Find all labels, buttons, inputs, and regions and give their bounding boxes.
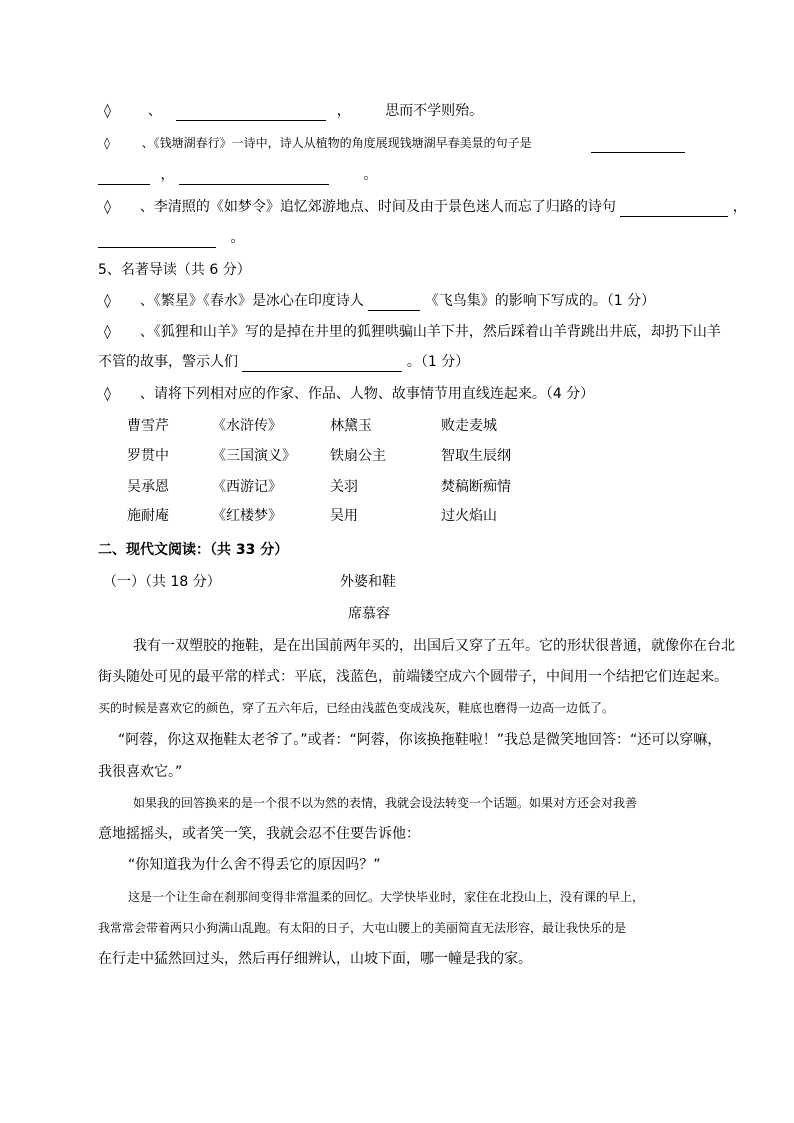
question-fox-line2: 不管的故事，警示人们 。（1 分） (98, 354, 470, 370)
work-cell[interactable]: 《西游记》 (212, 479, 282, 495)
answer-blank-6[interactable] (98, 232, 216, 248)
paragraph-line: “你知道我为什么舍不得丢它的原因吗？” (128, 857, 381, 873)
question-think (104, 101, 483, 121)
answer-blank-8[interactable] (242, 356, 402, 372)
answer-blank-2[interactable] (591, 137, 685, 153)
plot-cell[interactable]: 智取生辰纲 (441, 448, 511, 464)
bullet-icon: ◊ (104, 103, 111, 119)
character-cell[interactable]: 关羽 (330, 479, 358, 495)
section-5-heading: 5、名著导读（共 6 分） (98, 262, 251, 278)
paragraph-line: 在行走中猛然回过头，然后再仔细辨认，山坡下面，哪一幢是我的家。 (98, 951, 532, 967)
comma: ， (336, 103, 351, 119)
plot-cell[interactable]: 败走麦城 (441, 418, 497, 434)
question-fox: ◊ 、《狐狸和山羊》写的是掉在井里的狐狸哄骗山羊下井，然后踩着山羊背跳出井底，却扔下山羊 (104, 324, 721, 340)
paragraph-line: 我常常会带着两只小狗满山乱跑。有太阳的日子，大屯山腰上的美丽简直无法形容，最让我快乐的是 (98, 921, 627, 935)
paragraph-line: 这是一个让生命在刹那间变得非常温柔的回忆。大学快毕业时，家住在北投山上，没有课的早上， (128, 890, 645, 904)
comma: ， (732, 199, 747, 215)
plot-cell[interactable]: 过火焰山 (441, 508, 497, 524)
plot-cell[interactable]: 焚稿断痴情 (441, 479, 511, 495)
comma: ， (160, 167, 175, 183)
author-cell[interactable]: 曹雪芹 (127, 418, 169, 434)
answer-blank-4[interactable] (179, 169, 329, 185)
author-cell[interactable]: 罗贯中 (127, 448, 169, 464)
answer-blank-7[interactable] (368, 295, 420, 311)
character-cell[interactable]: 吴用 (330, 508, 358, 524)
work-cell[interactable]: 《红楼梦》 (212, 508, 282, 524)
question-liqingzhao-line2 (98, 228, 244, 248)
question-qiantang-line2 (98, 165, 377, 185)
question-fanxing: ◊ 、《繁星》《春水》是冰心在印度诗人 《飞鸟集》的影响下写成的。（1 分） (104, 293, 656, 309)
bullet-icon: ◊ (104, 386, 111, 402)
section-2-heading: 二、现代文阅读：（共 33 分） (98, 542, 289, 558)
bullet-icon: ◊ (104, 293, 111, 309)
paragraph-line: 街头随处可见的最平常的样式：平底，浅蓝色，前端镂空成六个圆带子，中间用一个结把它们连起来。 (98, 669, 728, 685)
answer-blank-5[interactable] (620, 201, 728, 217)
paragraph-line: 如果我的回答换来的是一个很不以为然的表情，我就会设法转变一个话题。如果对方还会对我善 (133, 796, 638, 810)
answer-blank-3[interactable] (98, 169, 150, 185)
separator: 、 (147, 103, 162, 119)
question-matching: ◊ 、请将下列相对应的作家、作品、人物、故事情节用直线连起来。（4 分） (104, 386, 595, 402)
author-cell[interactable]: 施耐庵 (127, 508, 169, 524)
question-qiantang (104, 133, 685, 153)
paragraph-line: 我很喜欢它。” (98, 764, 183, 780)
period: 。 (363, 167, 378, 183)
paragraph-line: “阿蓉，你这双拖鞋太老爷了。”或者：“阿蓉，你该换拖鞋啦！”我总是微笑地回答：“还可以穿嘛， (118, 732, 722, 748)
part-1-label: （一）（共 18 分） (103, 574, 221, 590)
question-text: 、李清照的《如梦令》追忆郊游地点、时间及由于景色迷人而忘了归路的诗句 (139, 199, 616, 215)
character-cell[interactable]: 铁扇公主 (330, 448, 386, 464)
paragraph-line: 买的时候是喜欢它的颜色，穿了五六年后，已经由浅蓝色变成浅灰，鞋底也磨得一边高一边低了。 (98, 701, 615, 715)
bullet-icon: ◊ (104, 136, 110, 150)
article-title: 外婆和鞋 (340, 574, 396, 590)
author-cell[interactable]: 吴承恩 (127, 479, 169, 495)
character-cell[interactable]: 林黛玉 (330, 418, 372, 434)
work-cell[interactable]: 《三国演义》 (212, 448, 296, 464)
work-cell[interactable]: 《水浒传》 (212, 418, 282, 434)
period: 。 (230, 230, 245, 246)
question-text: 思而不学则殆。 (385, 103, 484, 119)
bullet-icon: ◊ (104, 324, 111, 340)
article-author: 席慕容 (348, 606, 390, 622)
paragraph-line: 我有一双塑胶的拖鞋，是在出国前两年买的，出国后又穿了五年。它的形状很普通，就像你在台北 (133, 638, 735, 654)
answer-blank-1[interactable] (176, 105, 326, 121)
question-liqingzhao (104, 197, 747, 217)
question-text: 、《钱塘湖春行》一诗中，诗人从植物的角度展现钱塘湖早春美景的句子是 (141, 136, 532, 150)
bullet-icon: ◊ (104, 199, 111, 215)
paragraph-line: 意地摇摇头，或者笑一笑，我就会忍不住要告诉他： (98, 826, 420, 842)
